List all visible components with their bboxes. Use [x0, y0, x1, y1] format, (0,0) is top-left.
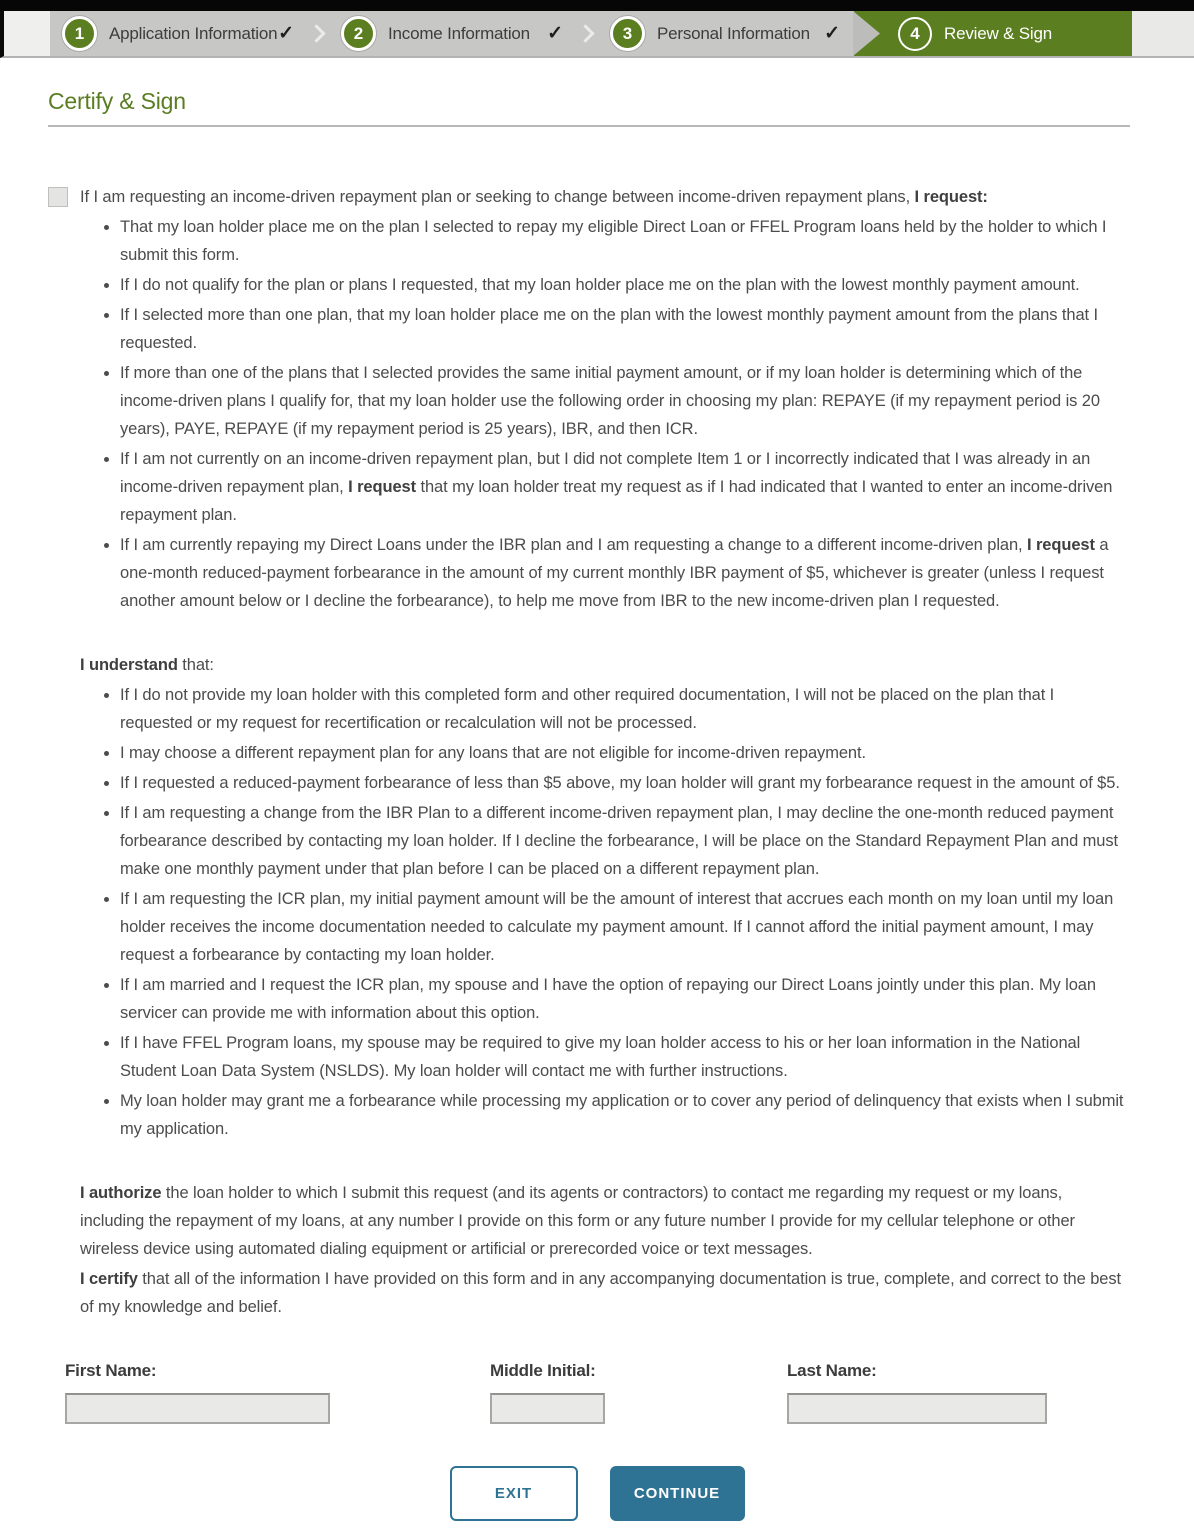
request-intro: If I am requesting an income-driven repayment plan or seeking to change between income-driven repayment plans, I request: [80, 188, 988, 206]
understand-bullet-item: • If I have FFEL Program loans, my spouse may be required to give my loan holder access to his or her loan information in the National Student Loan Data System (NSLDS). My loan holder will contact me with further instructions. [120, 1029, 1130, 1085]
understand-bullet-item: • My loan holder may grant me a forbearance while processing my application or to cover any period of delinquency that exists when I submit my application. [120, 1087, 1130, 1143]
last-name-field-group [787, 1361, 1047, 1424]
request-bullet-item: • If I am currently repaying my Direct Loans under the IBR plan and I am requesting a change to a different income-driven plan, I request a one-month reduced-payment forbearance in the amount of my current monthly IBR payment of $5, whichever is greater (unless I request another amount below or I decline the forbearance), to help me move from IBR to the new income-driven plan I requested. [120, 531, 1130, 615]
understand-bullet-item: • If I am married and I request the ICR plan, my spouse and I have the option of repaying our Direct Loans jointly under this plan. My loan servicer can provide me with information about this option. [120, 971, 1130, 1027]
step-review-and-sign[interactable] [854, 11, 1132, 56]
request-bullet-item: • If I selected more than one plan, that my loan holder place me on the plan with the lowest monthly payment amount from the plans that I requested. [120, 301, 1130, 357]
understand-bullet-list [80, 681, 1130, 1143]
chevron-separator-icon [307, 24, 325, 42]
request-bullets-block [80, 213, 1130, 615]
authorize-certify-section [80, 1179, 1130, 1321]
understand-bullet-item: • If I requested a reduced-payment forbearance of less than $5 above, my loan holder will grant my forbearance request in the amount of $5. [120, 769, 1130, 797]
step-label: Personal Information [657, 23, 810, 43]
step-label: Income Information [388, 23, 530, 43]
form-button-row [0, 1466, 1194, 1521]
step-personal-information[interactable] [598, 11, 854, 56]
page-title: Certify & Sign [48, 88, 1130, 127]
step-number-badge: 2 [341, 16, 376, 51]
exit-button[interactable]: EXIT [450, 1466, 578, 1521]
step-complete-checkmark-icon: ✓ [278, 23, 294, 44]
step-complete-checkmark-icon: ✓ [547, 23, 563, 44]
last-name-input[interactable] [787, 1393, 1047, 1424]
request-bullet-item: • That my loan holder place me on the plan I selected to repay my eligible Direct Loan or FFEL Program loans held by the holder to which I submit this form. [120, 213, 1130, 269]
first-name-label: First Name: [65, 1361, 157, 1380]
authorize-paragraph: I authorize the loan holder to which I submit this request (and its agents or contractors) to contact me regarding my request or my loans, including the repayment of my loans, at any number I provide on this form or any future number I provide for my cellular telephone or other wireless device using automated dialing equipment or artificial or prerecorded voice or text messages. [80, 1184, 1075, 1258]
understand-bullet-item: • If I do not provide my loan holder with this completed form and other required documentation, I will not be placed on the plan that I requested or my request for recertification or recalculation will not be processed. [120, 681, 1130, 737]
certify-content [0, 127, 1194, 1321]
certify-request-checkbox[interactable] [48, 187, 68, 207]
step-number-badge: 3 [610, 16, 645, 51]
certify-paragraph: I certify that all of the information I have provided on this form and in any accompanying documentation is true, complete, and correct to the best of my knowledge and belief. [80, 1270, 1121, 1316]
top-bar [0, 0, 1194, 11]
continue-button[interactable]: CONTINUE [610, 1466, 745, 1521]
understand-section [80, 651, 1130, 1143]
step-label: Application Information [109, 23, 278, 43]
understand-bullet-item: • I may choose a different repayment plan for any loans that are not eligible for income-driven repayment. [120, 739, 1130, 767]
progress-stepper [0, 11, 1194, 58]
first-name-field-group [65, 1361, 330, 1424]
request-bullet-item: • If I am not currently on an income-driven repayment plan, but I did not complete Item 1 or I incorrectly indicated that I was already in an income-driven repayment plan, I request that my loan holder treat my request as if I had indicated that I wanted to enter an income-driven repayment plan. [120, 445, 1130, 529]
request-bullet-item: • If I do not qualify for the plan or plans I requested, that my loan holder place me on the plan with the lowest monthly payment amount. [120, 271, 1130, 299]
understand-heading: I understand that: [80, 656, 214, 674]
step-complete-checkmark-icon: ✓ [824, 23, 840, 44]
last-name-label: Last Name: [787, 1361, 877, 1380]
step-income-information[interactable] [329, 11, 577, 56]
chevron-separator-icon [576, 24, 594, 42]
middle-initial-field-group [490, 1361, 605, 1424]
middle-initial-label: Middle Initial: [490, 1361, 596, 1380]
step-number-badge: 4 [898, 17, 932, 51]
certify-request-row [48, 183, 1130, 211]
first-name-input[interactable] [65, 1393, 330, 1424]
request-bullet-list [80, 213, 1130, 615]
stepper-tail-spacer [1132, 11, 1194, 56]
signature-name-fields [65, 1361, 1194, 1424]
active-step-arrow-icon [853, 11, 880, 56]
step-application-information[interactable] [50, 11, 308, 56]
middle-initial-input[interactable] [490, 1393, 605, 1424]
request-bullet-item: • If more than one of the plans that I selected provides the same initial payment amount, or if my loan holder is determining which of the income-driven plans I qualify for, that my loan holder use the following order in choosing my plan: REPAYE (if my repayment period is 20 years), PAYE, REPAYE (if my repayment period is 25 years), IBR, and then ICR. [120, 359, 1130, 443]
understand-bullet-item: • If I am requesting a change from the IBR Plan to a different income-driven repayment plan, I may decline the one-month reduced payment forbearance described by contacting my loan holder. If I decline the forbearance, I will be place on the Standard Repayment Plan and must make one monthly payment under that plan before I can be placed on a different repayment plan. [120, 799, 1130, 883]
stepper-lead-spacer [4, 11, 50, 56]
step-label: Review & Sign [944, 23, 1052, 43]
understand-bullet-item: • If I am requesting the ICR plan, my initial payment amount will be the amount of interest that accrues each month on my loan until my loan holder receives the income documentation needed to calculate my payment amount. If I cannot afford the initial payment amount, I may request a forbearance by contacting my loan holder. [120, 885, 1130, 969]
step-number-badge: 1 [62, 16, 97, 51]
